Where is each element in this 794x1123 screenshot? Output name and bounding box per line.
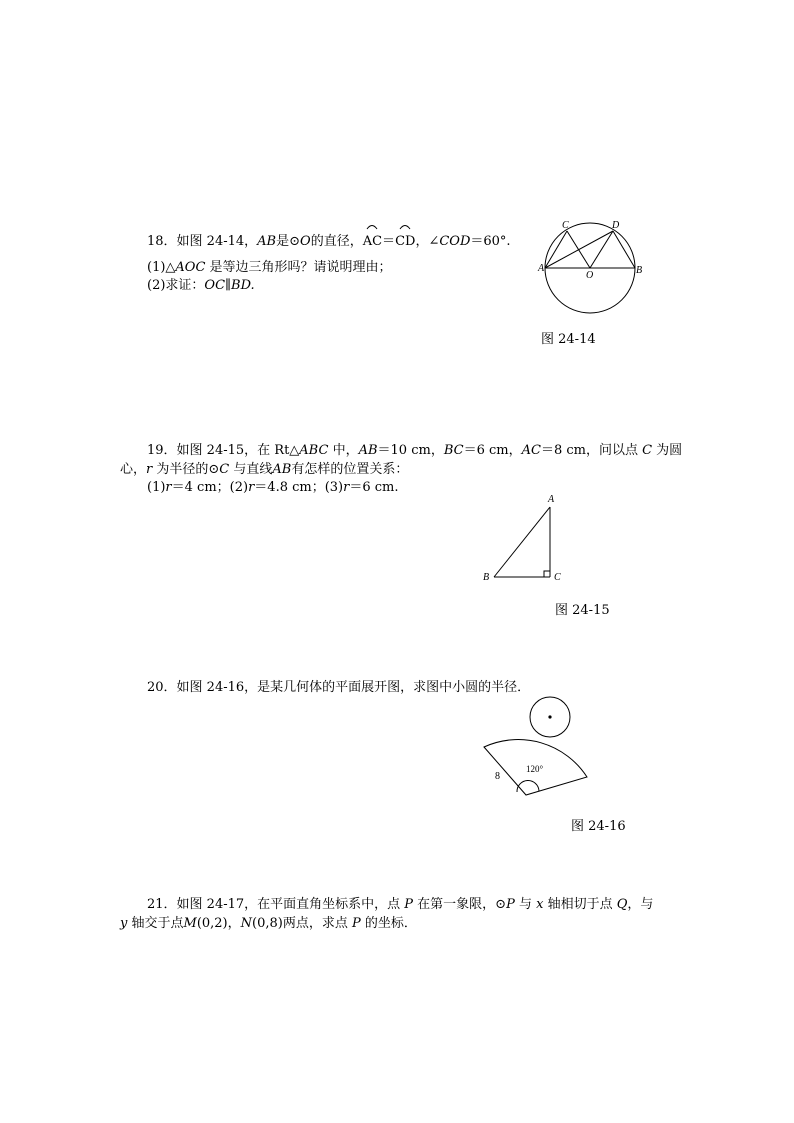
q20-line-1: 20．如图 24-16，是某几何体的平面展开图，求图中小圆的半径． xyxy=(147,680,531,695)
q21-line-1: 21．如图 24-17，在平面直角坐标系中，点 P 在第一象限，⊙P 与 x 轴相切于点 Q，与 xyxy=(147,897,654,912)
figure-24-16 xyxy=(470,690,600,805)
angle-label: 120° xyxy=(526,764,544,774)
label-b: B xyxy=(636,265,643,276)
label-c: C xyxy=(562,220,569,231)
figure-24-14 xyxy=(535,215,645,320)
arc-ac: AC xyxy=(363,234,382,250)
label-c: C xyxy=(554,572,561,583)
label-b: B xyxy=(483,572,490,583)
q18-line-1: 18．如图 24-14，AB是⊙O的直径， AC＝ CD，∠COD＝60°. xyxy=(147,234,511,250)
q18-line-2: (1)△AOC 是等边三角形吗？请说明理由； xyxy=(147,260,392,275)
caption-24-14: 图 24-14 xyxy=(541,332,596,347)
figure-24-15 xyxy=(478,490,578,585)
caption-24-15: 图 24-15 xyxy=(555,603,610,618)
label-a: A xyxy=(538,263,545,274)
q19-line-3: (1)r＝4 cm；(2)r＝4.8 cm；(3)r＝6 cm. xyxy=(147,480,399,495)
q19-line-1: 19．如图 24-15，在 Rt△ABC 中，AB＝10 cm，BC＝6 cm，AC＝8 cm，问以点 C 为圆 xyxy=(147,443,683,458)
q21-line-2: y 轴交于点M(0,2)，N(0,8)两点，求点 P 的坐标． xyxy=(120,916,417,931)
label-a: A xyxy=(548,494,555,505)
caption-24-16: 图 24-16 xyxy=(571,819,626,834)
label-d: D xyxy=(612,220,620,231)
q19-line-2: 心，r 为半径的⊙C 与直线AB有怎样的位置关系： xyxy=(120,462,409,477)
q18-line-3: (2)求证：OC∥BD. xyxy=(147,278,255,293)
arc-cd: CD xyxy=(395,234,415,250)
label-o: O xyxy=(586,270,594,281)
radius-label: 8 xyxy=(495,771,500,782)
